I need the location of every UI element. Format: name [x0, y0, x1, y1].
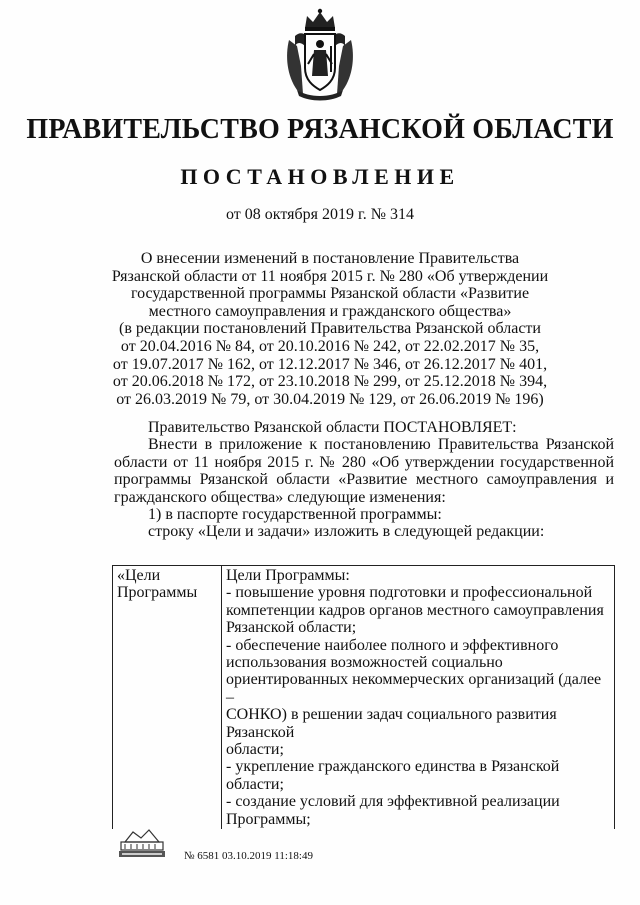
- subject-line: от 20.04.2016 № 84, от 20.10.2016 № 242, от 22.02.2017 № 35,: [120, 337, 540, 355]
- print-house-logo-icon: [113, 826, 171, 860]
- table-content-line: области;: [226, 741, 284, 759]
- table-content-line: СОНКО) в решении задач социального развития Рязанской: [226, 706, 557, 741]
- subject-line: государственной программы Рязанской области «Развитие: [130, 285, 530, 303]
- document-date-number: от 08 октября 2019 г. № 314: [225, 206, 414, 223]
- table-content-line: - обеспечение наиболее полного и эффективного: [226, 636, 559, 654]
- subject-line: от 19.07.2017 № 162, от 12.12.2017 № 346, от 26.12.2017 № 401,: [112, 355, 548, 373]
- table-content-line: - укрепление гражданского единства в Рязанской области;: [226, 758, 560, 793]
- table-row: [113, 566, 615, 830]
- item-1-line: строку «Цели и задачи» изложить в следующей редакции:: [148, 523, 545, 541]
- government-title: ПРАВИТЕЛЬСТВО РЯЗАНСКОЙ ОБЛАСТИ: [26, 114, 614, 145]
- table-content-cell: [222, 566, 615, 830]
- table-content-line: Программы;: [226, 810, 311, 828]
- body-line: программы Рязанской области «Развитие местного самоуправления и: [114, 471, 614, 489]
- table-content-line: - повышение уровня подготовки и профессиональной: [226, 584, 593, 602]
- item-1: 1) в паспорте государственной программы:: [148, 506, 442, 524]
- subject-line: Рязанской области от 11 ноября 2015 г. № 280 «Об утверждении: [111, 267, 549, 285]
- table-content-line: ориентированных некоммерческих организаций (далее –: [226, 671, 602, 706]
- subject-line: О внесении изменений в постановление Правительства: [140, 250, 520, 267]
- table-content-line: использования возможностей социально: [226, 654, 503, 672]
- resolution-statement: Правительство Рязанской области ПОСТАНОВЛЯЕТ:: [148, 419, 517, 436]
- table-content-line: Цели Программы:: [226, 567, 350, 584]
- coat-of-arms-emblem: [283, 6, 357, 102]
- subject-line: местного самоуправления и гражданского общества»: [148, 302, 512, 320]
- subject-line: от 26.03.2019 № 79, от 30.04.2019 № 129, от 26.06.2019 № 196): [116, 390, 544, 408]
- table-content-line: Рязанской области;: [226, 619, 357, 637]
- goals-table: [112, 565, 615, 829]
- subject-line: (в редакции постановлений Правительства Рязанской области: [119, 320, 541, 338]
- table-label-line: «Цели: [117, 567, 161, 584]
- document-type-title: ПОСТАНОВЛЕНИЕ: [180, 164, 460, 189]
- subject-line: от 20.06.2018 № 172, от 23.10.2018 № 299, от 25.12.2018 № 394,: [112, 373, 548, 391]
- body-line: области от 11 ноября 2015 г. № 280 «Об утверждении государственной: [114, 453, 614, 471]
- body-line: Внести в приложение к постановлению Правительства Рязанской: [148, 436, 614, 454]
- body-line: гражданского общества» следующие изменения:: [114, 488, 446, 506]
- table-content-line: - создание условий для эффективной реализации: [226, 793, 560, 811]
- table-label-cell: [113, 566, 222, 830]
- table-label-line: Программы: [117, 584, 198, 602]
- document-body: [114, 419, 614, 541]
- table-content-line: компетенции кадров органов местного самоуправления: [226, 601, 604, 619]
- document-subject: [110, 250, 550, 408]
- registration-stamp: № 6581 03.10.2019 11:18:49: [184, 850, 313, 862]
